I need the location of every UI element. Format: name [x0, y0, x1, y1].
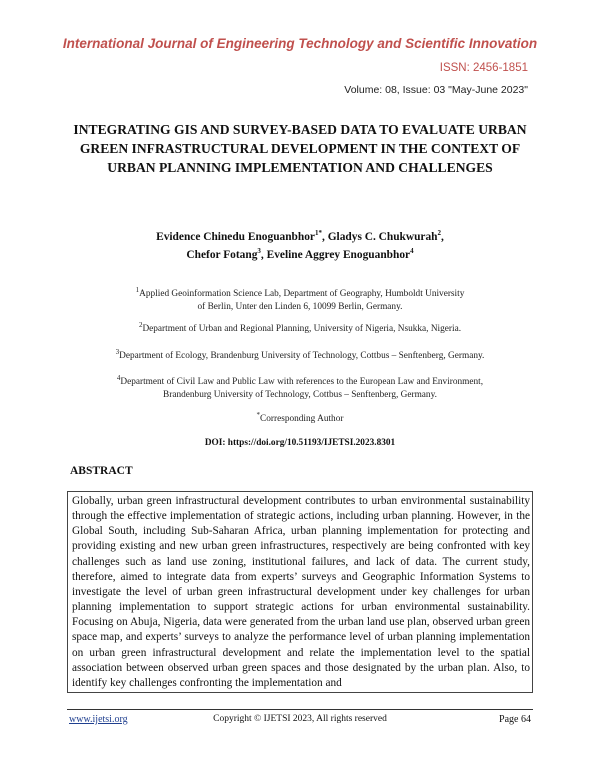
corresponding-author: *Corresponding Author	[256, 410, 344, 424]
author-name: Evidence Chinedu Enoguanbhor	[156, 231, 315, 243]
doi-link[interactable]: DOI: https://doi.org/10.51193/IJETSI.2023.8301	[204, 438, 396, 448]
affiliation-3: $^3$Department of Ecology, Brandenburg University of Technology, Cottbus – Senftenberg, Germany.	[115, 347, 485, 361]
author-name: Gladys C. Chukwurah	[327, 231, 438, 243]
footer-divider	[67, 709, 533, 710]
copyright: Copyright © IJETSI 2023, All rights reserved	[213, 714, 387, 724]
abstract-heading: ABSTRACT	[70, 465, 133, 477]
author-sup: 1*	[314, 229, 322, 238]
footer	[67, 714, 533, 728]
journal-title: International Journal of Engineering Technology and Scientific Innovation	[62, 36, 538, 51]
author-sup: 4	[410, 247, 414, 256]
author-list: Evidence Chinedu Enoguanbhor$^{1*}$, Gladys C. Chukwurah$^2$, Chefor Fotang$^3$, Eveline Aggrey Enoguanbhor$^4$	[156, 229, 444, 261]
abstract-box	[67, 491, 533, 693]
author-name: Eveline Aggrey Enoguanbhor	[266, 249, 411, 261]
author-sup: 2	[437, 229, 442, 238]
website-link[interactable]: www.ijetsi.org	[69, 714, 128, 725]
volume-issue: Volume: 08, Issue: 03 "May-June 2023"	[344, 84, 528, 96]
affiliation-2: $^2$Department of Urban and Regional Planning, University of Nigeria, Nsukka, Nigeria.	[138, 320, 462, 334]
page-number: Page 64	[499, 714, 531, 725]
abstract-text: Globally, urban green infrastructural development contributes to urban environmental sustainability through the effective implementation of strategic actions, including urban planning. However, in the Global South, including Sub-Saharan Africa, urban planning implementation for protecting and providing existing and new urban green infrastructures, respectively are being confronted with key challenges such as land use zoning, institutional failures, and lack of data. The current study, therefore, aimed to integrate data from experts’ surveys and Geographic Information Systems to investigate the level of urban green infrastructural development under key challenges for urban planning implementation to support strategic actions for urban environmental sustainability. Focusing on Abuja, Nigeria, data were generated from the urban land use plan, observed urban green space map, and experts’ surveys to analyze the performance level of urban planning implementation on urban green infrastructural development and relate the implementation level to the spatial association between observed urban green spaces and those designated by the urban plan. Also, to identify key challenges confronting the implementation and	[72, 495, 530, 689]
author-sup: 3	[257, 247, 261, 256]
issn: ISSN: 2456-1851	[439, 62, 528, 74]
author-name: Chefor Fotang	[186, 249, 258, 261]
affiliation-4: $^4$Department of Civil Law and Public Law with references to the European Law and Environment, Brandenburg University of Technology, Cottbus – Senftenberg, Germany.	[116, 373, 484, 400]
affiliation-1: $^1$Applied Geoinformation Science Lab, Department of Geography, Humboldt University of Berlin, Unter den Linden 6, 10099 Berlin, Germany.	[135, 285, 465, 312]
paper-title: INTEGRATING GIS AND SURVEY-BASED DATA TO EVALUATE URBAN GREEN INFRASTRUCTURAL DEVELOPMENT IN THE CONTEXT OF URBAN PLANNING IMPLEMENTATION AND CHALLENGES	[73, 122, 527, 175]
